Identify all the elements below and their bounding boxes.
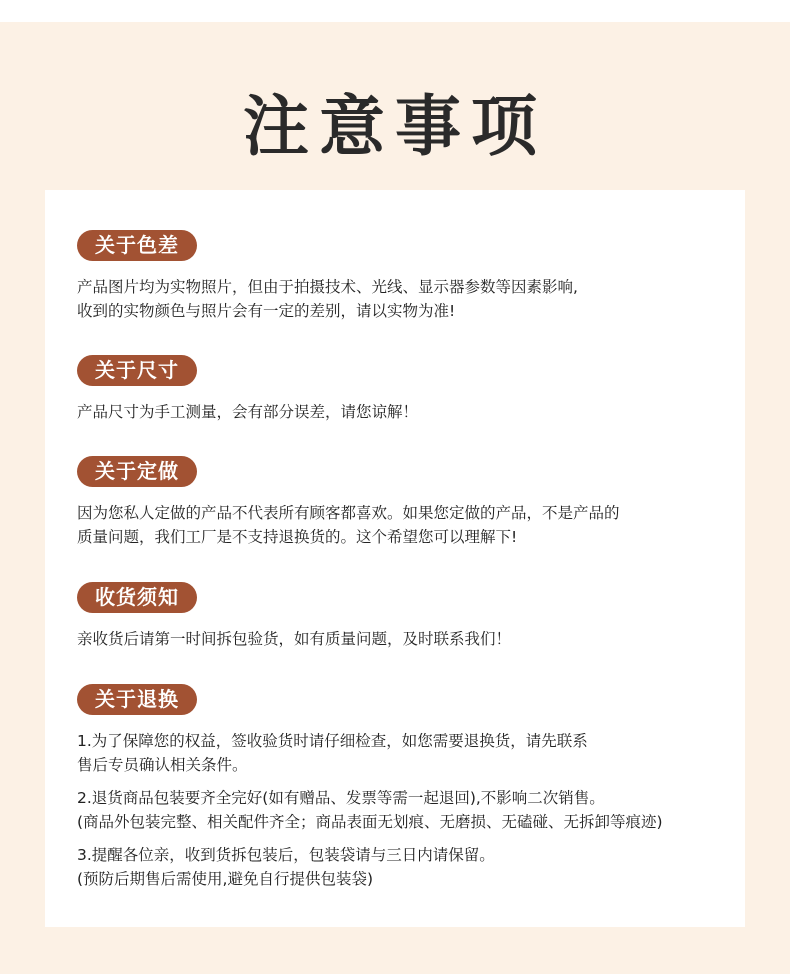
section-body xyxy=(77,400,727,424)
section-heading: 关于定做 xyxy=(77,456,197,487)
section-returns xyxy=(77,684,727,891)
text-line: 因为您私人定做的产品不代表所有顾客都喜欢。如果您定做的产品，不是产品的 xyxy=(77,504,620,522)
paragraph xyxy=(77,729,727,777)
page-title: 注意事项 xyxy=(243,88,547,165)
text-line: 质量问题，我们工厂是不支持退换货的。这个希望您可以理解下! xyxy=(77,528,518,546)
section-receiving xyxy=(77,582,727,651)
text-line: 3.提醒各位亲，收到货拆包装后，包装袋请与三日内请保留。 xyxy=(77,846,495,864)
paragraph xyxy=(77,400,727,424)
section-heading: 关于尺寸 xyxy=(77,355,197,386)
notice-card xyxy=(45,190,745,927)
section-color-difference xyxy=(77,230,727,323)
paragraph xyxy=(77,627,727,651)
text-line: (预防后期售后需使用,避免自行提供包装袋) xyxy=(77,870,374,888)
section-body xyxy=(77,729,727,891)
paragraph xyxy=(77,275,727,323)
text-line: (商品外包装完整、相关配件齐全；商品表面无划痕、无磨损、无磕碰、无拆卸等痕迹) xyxy=(77,813,663,831)
paragraph xyxy=(77,843,727,891)
text-line: 产品图片均为实物照片，但由于拍摄技术、光线、显示器参数等因素影响, xyxy=(77,278,578,296)
text-line: 1.为了保障您的权益，签收验货时请仔细检查，如您需要退换货，请先联系 xyxy=(77,732,588,750)
text-line: 收到的实物颜色与照片会有一定的差别，请以实物为准! xyxy=(77,302,456,320)
section-body xyxy=(77,627,727,651)
text-line: 亲收货后请第一时间拆包验货，如有质量问题，及时联系我们！ xyxy=(77,630,512,648)
section-heading: 关于色差 xyxy=(77,230,197,261)
section-body xyxy=(77,501,727,549)
section-body xyxy=(77,275,727,323)
section-heading: 收货须知 xyxy=(77,582,197,613)
section-heading: 关于退换 xyxy=(77,684,197,715)
section-size xyxy=(77,355,727,424)
text-line: 产品尺寸为手工测量，会有部分误差，请您谅解！ xyxy=(77,403,419,421)
paragraph xyxy=(77,786,727,834)
text-line: 2.退货商品包装要齐全完好(如有赠品、发票等需一起退回),不影响二次销售。 xyxy=(77,789,605,807)
text-line: 售后专员确认相关条件。 xyxy=(77,756,248,774)
section-custom-order xyxy=(77,456,727,549)
paragraph xyxy=(77,501,727,549)
